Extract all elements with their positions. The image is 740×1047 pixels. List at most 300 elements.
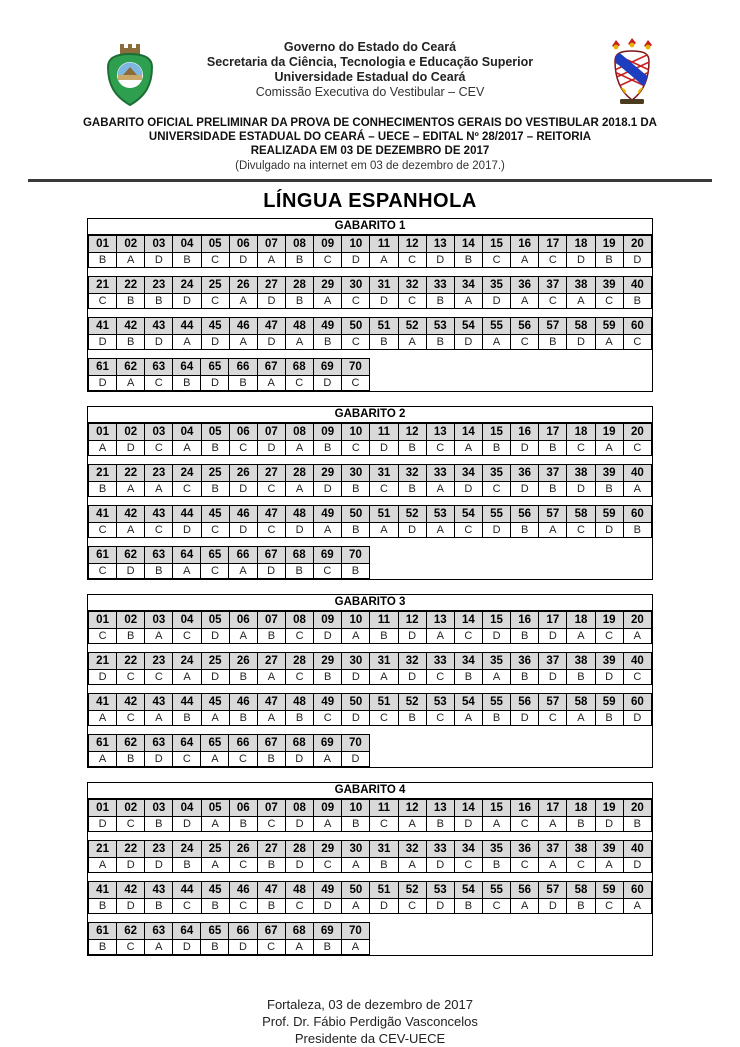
answer-cell: B xyxy=(454,670,482,685)
answer-cell: B xyxy=(117,629,145,644)
answer-cell: B xyxy=(285,564,313,579)
question-number-cell: 05 xyxy=(201,612,229,629)
answer-cell: A xyxy=(229,564,257,579)
answer-cell: D xyxy=(342,711,370,726)
footer-signatory-role: Presidente da CEV-UECE xyxy=(294,1031,446,1046)
question-number-cell: 25 xyxy=(201,465,229,482)
question-number-cell: 60 xyxy=(623,694,651,711)
question-number-cell: 40 xyxy=(623,841,651,858)
question-number-cell: 31 xyxy=(370,277,398,294)
question-number-cell: 66 xyxy=(229,923,257,940)
answer-cell: D xyxy=(173,940,201,955)
question-number-cell: 62 xyxy=(117,923,145,940)
answer-cell: D xyxy=(314,482,342,497)
question-number-cell: 14 xyxy=(454,424,482,441)
answer-cell: D xyxy=(341,752,369,767)
question-number-cell: 27 xyxy=(257,653,285,670)
question-number-cell: 48 xyxy=(285,318,313,335)
answer-cell: D xyxy=(229,940,257,955)
answer-cell: D xyxy=(285,752,313,767)
answer-cell: C xyxy=(285,670,313,685)
answer-cell: C xyxy=(595,629,623,644)
answer-cell: C xyxy=(201,253,229,268)
question-number-cell: 69 xyxy=(313,547,341,564)
answer-cell: C xyxy=(313,564,341,579)
answer-cell: A xyxy=(623,482,651,497)
question-number-cell: 70 xyxy=(341,923,369,940)
question-number-cell: 33 xyxy=(426,841,454,858)
answer-cell: B xyxy=(173,711,201,726)
answer-cell: B xyxy=(201,899,229,914)
answer-cell: B xyxy=(285,294,313,309)
question-number-cell: 41 xyxy=(89,694,117,711)
answer-cell: B xyxy=(145,817,173,832)
answer-cell: A xyxy=(370,253,398,268)
answer-cell: B xyxy=(285,253,313,268)
answer-cell: C xyxy=(173,482,201,497)
answer-cell: A xyxy=(539,817,567,832)
answer-cell: A xyxy=(426,629,454,644)
answer-cell: D xyxy=(595,523,623,538)
answer-cell: C xyxy=(201,523,229,538)
answer-cell: B xyxy=(257,629,285,644)
question-number-cell: 15 xyxy=(482,800,510,817)
answer-cell: C xyxy=(117,711,145,726)
question-number-cell: 05 xyxy=(201,424,229,441)
question-number-cell: 68 xyxy=(285,359,313,376)
question-number-cell: 29 xyxy=(314,465,342,482)
question-number-cell: 23 xyxy=(145,653,173,670)
question-number-cell: 17 xyxy=(539,612,567,629)
answer-cell: A xyxy=(117,376,145,391)
answer-cell: A xyxy=(482,817,510,832)
question-number-cell: 11 xyxy=(370,236,398,253)
answer-cell: A xyxy=(426,523,454,538)
answer-cell: C xyxy=(595,899,623,914)
question-number-cell: 02 xyxy=(117,236,145,253)
answer-cell: B xyxy=(145,564,173,579)
answer-cell: D xyxy=(454,335,482,350)
question-number-cell: 58 xyxy=(567,882,595,899)
answer-cell: A xyxy=(145,482,173,497)
question-number-cell: 64 xyxy=(173,359,201,376)
answer-cell: D xyxy=(117,441,145,456)
question-number-cell: 07 xyxy=(257,424,285,441)
question-number-cell: 01 xyxy=(89,424,117,441)
answer-cell: B xyxy=(201,441,229,456)
answer-cell: A xyxy=(145,940,173,955)
question-number-cell: 10 xyxy=(342,424,370,441)
question-number-cell: 23 xyxy=(145,841,173,858)
question-number-cell: 56 xyxy=(511,506,539,523)
answer-cell: B xyxy=(342,817,370,832)
answer-cell: C xyxy=(567,523,595,538)
question-number-cell: 50 xyxy=(342,506,370,523)
answer-cell: D xyxy=(257,335,285,350)
answer-cell: D xyxy=(482,629,510,644)
answer-cell: B xyxy=(314,441,342,456)
gabarito-label: GABARITO 1 xyxy=(88,219,652,235)
question-number-cell: 01 xyxy=(89,236,117,253)
answer-cell: C xyxy=(89,564,117,579)
question-number-cell: 24 xyxy=(173,653,201,670)
question-number-cell: 53 xyxy=(426,882,454,899)
question-number-cell: 46 xyxy=(229,318,257,335)
question-number-cell: 62 xyxy=(117,547,145,564)
answer-cell: B xyxy=(342,482,370,497)
question-number-cell: 07 xyxy=(257,236,285,253)
question-number-cell: 03 xyxy=(145,800,173,817)
answer-cell: C xyxy=(314,253,342,268)
question-number-cell: 39 xyxy=(595,465,623,482)
question-number-cell: 65 xyxy=(201,923,229,940)
question-number-cell: 65 xyxy=(201,359,229,376)
question-number-cell: 56 xyxy=(511,694,539,711)
answer-cell: D xyxy=(285,858,313,873)
question-number-cell: 68 xyxy=(285,923,313,940)
question-number-cell: 04 xyxy=(173,236,201,253)
answer-cell: D xyxy=(314,629,342,644)
question-number-cell: 59 xyxy=(595,506,623,523)
header-divider xyxy=(28,179,712,182)
answer-cell: C xyxy=(229,858,257,873)
answer-cell: A xyxy=(201,858,229,873)
answer-cell: A xyxy=(89,711,117,726)
question-number-cell: 33 xyxy=(426,465,454,482)
answer-cell: D xyxy=(229,253,257,268)
answer-cell: D xyxy=(257,294,285,309)
question-number-cell: 34 xyxy=(454,465,482,482)
answer-cell: B xyxy=(145,899,173,914)
answer-cell: C xyxy=(229,441,257,456)
question-number-cell: 47 xyxy=(257,694,285,711)
answer-cell: A xyxy=(623,629,651,644)
question-number-cell: 39 xyxy=(595,277,623,294)
org-line-commission: Comissão Executiva do Vestibular – CEV xyxy=(255,85,485,99)
question-number-cell: 58 xyxy=(567,506,595,523)
question-number-cell: 61 xyxy=(89,547,117,564)
question-number-cell: 54 xyxy=(454,318,482,335)
question-number-cell: 15 xyxy=(482,236,510,253)
uece-coat-of-arms-icon xyxy=(604,38,660,106)
answer-cell: D xyxy=(511,711,539,726)
ceara-state-coat-of-arms-icon xyxy=(94,42,166,108)
question-number-cell: 18 xyxy=(567,800,595,817)
answer-cell: C xyxy=(595,294,623,309)
answer-cell: A xyxy=(201,817,229,832)
row-gap xyxy=(88,914,652,922)
gabarito-section-3 xyxy=(87,594,653,768)
question-number-cell: 37 xyxy=(539,841,567,858)
question-number-cell: 44 xyxy=(173,694,201,711)
answer-cell: C xyxy=(511,858,539,873)
question-number-cell: 12 xyxy=(398,236,426,253)
answer-cell: A xyxy=(229,335,257,350)
answer-cell: D xyxy=(89,817,117,832)
question-number-cell: 55 xyxy=(482,506,510,523)
question-number-cell: 48 xyxy=(285,694,313,711)
answer-grid xyxy=(88,734,370,767)
gabarito-tables xyxy=(87,218,653,956)
answer-cell: A xyxy=(539,858,567,873)
question-number-cell: 49 xyxy=(314,506,342,523)
answer-cell: A xyxy=(201,752,229,767)
answer-cell: B xyxy=(145,294,173,309)
question-number-cell: 37 xyxy=(539,465,567,482)
answer-cell: D xyxy=(398,670,426,685)
question-number-cell: 26 xyxy=(229,653,257,670)
answer-cell: D xyxy=(623,253,651,268)
answer-cell: A xyxy=(567,711,595,726)
question-number-cell: 67 xyxy=(257,923,285,940)
question-number-cell: 62 xyxy=(117,735,145,752)
answer-cell: A xyxy=(511,253,539,268)
question-number-cell: 21 xyxy=(89,653,117,670)
question-number-cell: 06 xyxy=(229,800,257,817)
footer-city-date: Fortaleza, 03 de dezembro de 2017 xyxy=(267,997,473,1012)
question-number-cell: 27 xyxy=(257,465,285,482)
answer-cell: A xyxy=(595,858,623,873)
answer-cell: B xyxy=(257,752,285,767)
question-number-cell: 55 xyxy=(482,882,510,899)
answer-cell: B xyxy=(595,253,623,268)
question-number-cell: 09 xyxy=(314,800,342,817)
answer-cell: A xyxy=(398,858,426,873)
question-number-cell: 57 xyxy=(539,318,567,335)
question-number-cell: 22 xyxy=(117,465,145,482)
answer-cell: D xyxy=(257,441,285,456)
answer-cell: B xyxy=(314,670,342,685)
answer-cell: B xyxy=(285,711,313,726)
answer-grid xyxy=(88,423,652,456)
question-number-cell: 14 xyxy=(454,800,482,817)
question-number-cell: 39 xyxy=(595,841,623,858)
question-number-cell: 70 xyxy=(341,359,369,376)
row-gap xyxy=(88,726,652,734)
answer-cell: B xyxy=(257,858,285,873)
question-number-cell: 57 xyxy=(539,694,567,711)
answer-cell: D xyxy=(285,523,313,538)
question-number-cell: 24 xyxy=(173,841,201,858)
answer-cell: A xyxy=(229,294,257,309)
answer-cell: C xyxy=(117,940,145,955)
question-number-cell: 45 xyxy=(201,318,229,335)
question-number-cell: 12 xyxy=(398,612,426,629)
question-number-cell: 65 xyxy=(201,735,229,752)
answer-cell: C xyxy=(117,670,145,685)
question-number-cell: 49 xyxy=(314,318,342,335)
answer-cell: A xyxy=(511,294,539,309)
row-gap xyxy=(88,685,652,693)
answer-cell: A xyxy=(89,858,117,873)
answer-cell: B xyxy=(511,670,539,685)
question-number-cell: 05 xyxy=(201,236,229,253)
answer-cell: A xyxy=(511,899,539,914)
question-number-cell: 66 xyxy=(229,547,257,564)
answer-cell: A xyxy=(89,752,117,767)
answer-cell: A xyxy=(454,294,482,309)
answer-grid xyxy=(88,652,652,685)
question-number-cell: 23 xyxy=(145,465,173,482)
question-number-cell: 01 xyxy=(89,800,117,817)
question-number-cell: 64 xyxy=(173,735,201,752)
answer-cell: D xyxy=(313,376,341,391)
answer-cell: A xyxy=(145,629,173,644)
question-number-cell: 47 xyxy=(257,318,285,335)
question-number-cell: 55 xyxy=(482,694,510,711)
question-number-cell: 52 xyxy=(398,694,426,711)
question-number-cell: 35 xyxy=(482,465,510,482)
answer-cell: D xyxy=(595,817,623,832)
answer-cell: A xyxy=(173,564,201,579)
question-number-cell: 10 xyxy=(342,236,370,253)
answer-cell: D xyxy=(426,858,454,873)
question-number-cell: 42 xyxy=(117,318,145,335)
question-number-cell: 54 xyxy=(454,882,482,899)
question-number-cell: 36 xyxy=(511,653,539,670)
question-number-cell: 56 xyxy=(511,882,539,899)
answer-cell: B xyxy=(257,899,285,914)
answer-cell: B xyxy=(595,482,623,497)
question-number-cell: 50 xyxy=(342,318,370,335)
question-number-cell: 67 xyxy=(257,735,285,752)
answer-cell: B xyxy=(314,335,342,350)
answer-grid xyxy=(88,611,652,644)
answer-cell: B xyxy=(229,376,257,391)
answer-cell: D xyxy=(511,482,539,497)
answer-cell: A xyxy=(117,523,145,538)
question-number-cell: 17 xyxy=(539,424,567,441)
answer-cell: C xyxy=(314,711,342,726)
question-number-cell: 32 xyxy=(398,277,426,294)
question-number-cell: 30 xyxy=(342,465,370,482)
question-number-cell: 45 xyxy=(201,506,229,523)
answer-cell: A xyxy=(342,899,370,914)
answer-cell: B xyxy=(173,253,201,268)
question-number-cell: 39 xyxy=(595,653,623,670)
document-header xyxy=(0,40,740,106)
answer-grid xyxy=(88,505,652,538)
answer-cell: A xyxy=(595,335,623,350)
gabarito-label: GABARITO 2 xyxy=(88,407,652,423)
question-number-cell: 20 xyxy=(623,612,651,629)
answer-cell: C xyxy=(426,711,454,726)
question-number-cell: 08 xyxy=(285,800,313,817)
question-number-cell: 64 xyxy=(173,547,201,564)
question-number-cell: 18 xyxy=(567,236,595,253)
answer-cell: B xyxy=(567,817,595,832)
question-number-cell: 20 xyxy=(623,800,651,817)
question-number-cell: 28 xyxy=(285,841,313,858)
question-number-cell: 63 xyxy=(145,923,173,940)
answer-cell: D xyxy=(426,899,454,914)
answer-cell: B xyxy=(567,899,595,914)
answer-cell: C xyxy=(370,711,398,726)
answer-cell: D xyxy=(398,523,426,538)
question-number-cell: 49 xyxy=(314,882,342,899)
answer-cell: D xyxy=(370,899,398,914)
question-number-cell: 61 xyxy=(89,359,117,376)
answer-grid xyxy=(88,317,652,350)
question-number-cell: 30 xyxy=(342,277,370,294)
answer-grid xyxy=(88,276,652,309)
question-number-cell: 69 xyxy=(313,923,341,940)
answer-cell: B xyxy=(482,711,510,726)
answer-cell: C xyxy=(370,482,398,497)
answer-cell: A xyxy=(89,441,117,456)
question-number-cell: 16 xyxy=(511,424,539,441)
notice-publication: (Divulgado na internet em 03 de dezembro de 2017.) xyxy=(235,160,505,172)
question-number-cell: 44 xyxy=(173,882,201,899)
answer-cell: D xyxy=(539,629,567,644)
question-number-cell: 17 xyxy=(539,236,567,253)
row-gap xyxy=(88,644,652,652)
answer-cell: B xyxy=(370,335,398,350)
answer-cell: A xyxy=(173,670,201,685)
question-number-cell: 05 xyxy=(201,800,229,817)
answer-cell: B xyxy=(539,482,567,497)
question-number-cell: 68 xyxy=(285,547,313,564)
answer-cell: D xyxy=(370,441,398,456)
question-number-cell: 11 xyxy=(370,800,398,817)
question-number-cell: 43 xyxy=(145,506,173,523)
answer-cell: B xyxy=(89,899,117,914)
question-number-cell: 59 xyxy=(595,694,623,711)
answer-cell: A xyxy=(201,711,229,726)
answer-cell: B xyxy=(595,711,623,726)
answer-cell: C xyxy=(285,629,313,644)
answer-cell: B xyxy=(398,441,426,456)
question-number-cell: 54 xyxy=(454,694,482,711)
answer-cell: B xyxy=(426,817,454,832)
question-number-cell: 26 xyxy=(229,465,257,482)
question-number-cell: 45 xyxy=(201,694,229,711)
question-number-cell: 51 xyxy=(370,318,398,335)
answer-cell: B xyxy=(229,817,257,832)
answer-cell: B xyxy=(623,294,651,309)
answer-cell: C xyxy=(341,376,369,391)
question-number-cell: 43 xyxy=(145,882,173,899)
answer-cell: A xyxy=(285,335,313,350)
question-number-cell: 04 xyxy=(173,612,201,629)
question-number-cell: 50 xyxy=(342,694,370,711)
footer-signatory-name: Prof. Dr. Fábio Perdigão Vasconcelos xyxy=(262,1014,478,1029)
answer-cell: D xyxy=(117,564,145,579)
answer-cell: B xyxy=(89,253,117,268)
answer-cell: D xyxy=(370,294,398,309)
question-number-cell: 13 xyxy=(426,424,454,441)
question-number-cell: 47 xyxy=(257,882,285,899)
answer-cell: C xyxy=(342,294,370,309)
answer-cell: C xyxy=(454,858,482,873)
answer-cell: B xyxy=(482,441,510,456)
question-number-cell: 67 xyxy=(257,359,285,376)
question-number-cell: 25 xyxy=(201,277,229,294)
answer-grid xyxy=(88,881,652,914)
question-number-cell: 54 xyxy=(454,506,482,523)
question-number-cell: 40 xyxy=(623,277,651,294)
answer-cell: B xyxy=(454,899,482,914)
answer-cell: C xyxy=(623,335,651,350)
answer-cell: A xyxy=(314,294,342,309)
notice-date: REALIZADA EM 03 DE DEZEMBRO DE 2017 xyxy=(250,145,490,157)
answer-cell: B xyxy=(117,294,145,309)
question-number-cell: 29 xyxy=(314,277,342,294)
answer-grid xyxy=(88,235,652,268)
answer-grid xyxy=(88,546,370,579)
answer-cell: A xyxy=(370,670,398,685)
question-number-cell: 53 xyxy=(426,694,454,711)
